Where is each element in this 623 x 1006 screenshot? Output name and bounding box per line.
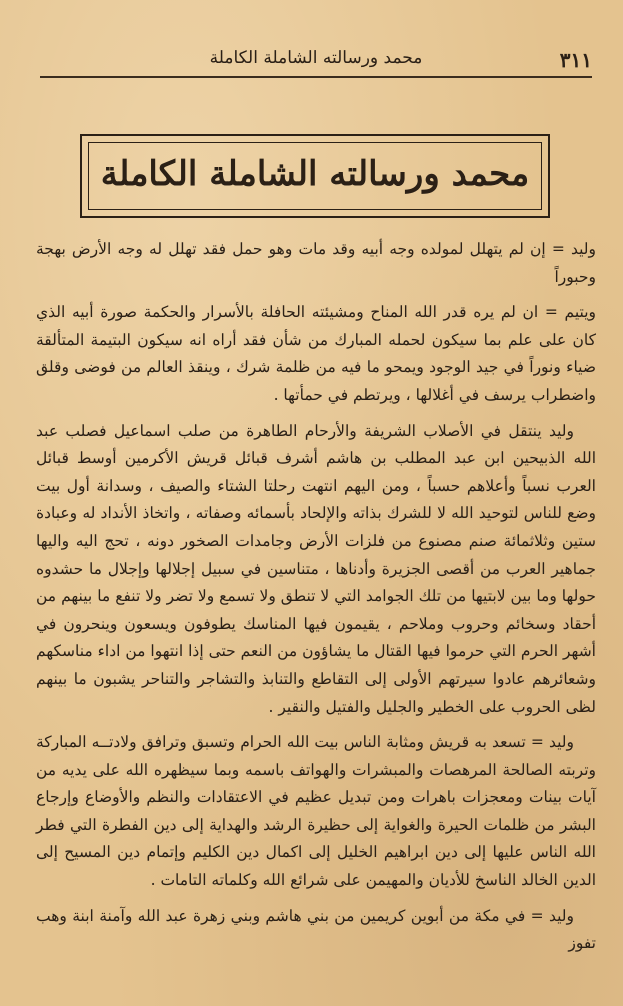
paragraph-5: وليد = في مكة من أبوين كريمين من بني هاشم وبني زهرة عبد الله وآمنة ابنة وهب تفوز (36, 906, 596, 953)
chapter-title-frame (80, 134, 550, 218)
running-title: محمد ورسالته الشاملة الكاملة (209, 48, 423, 68)
paragraph-4: وليد = تسعد به قريش ومثابة الناس بيت الله الحرام وتسبق وترافق ولادتــه المباركة وتربته الصالحة المرهصات والمبشرات والهواتف باسمه وبما سيظهره الله على يديه من آيات بينات ومعجزات باهرات ومن تبديل عظيم في الاعتقادات والنظم والأوضاع وإرجاع البشر من ظلمات الحيرة والغواية إلى حظيرة الرشد والهداية إلى دين الفطرة التي فطر الله الناس عليها إلى دين ابراهيم الخليل إلى اكمال دين الكليم وإتمام دين المسيح إلى الدين الخالد الناسخ للأديان والمهيمن على شرائع الله وكلماته التامات . (36, 733, 596, 890)
body-text (36, 236, 596, 966)
paragraph-2: ويتيم = ان لم يره قدر الله المناح ومشيئته الحافلة بالأسرار والحكمة صورة أبيه الذي كان على علم بما سيكون لحمله المبارك من شأن فقد أراه انه سيكون البتيمة المتألقة ضياء ونوراً في جيد الوجود ويمحو ما فيه من ظلمة شرك ، وينقذ العالم من فوضى وقلق واضطراب يرسف في أغلالها ، ويرتطم في حمأتها . (36, 303, 596, 404)
paragraph-1: وليد = إن لم يتهلل لمولده وجه أبيه وقد مات وهو حمل فقد تهلل له وجه الأرض بهجة وحبوراً (36, 240, 596, 286)
page-header (40, 40, 592, 80)
chapter-title: محمد ورسالته الشاملة الكاملة (100, 154, 530, 194)
paragraph-3: وليد ينتقل في الأصلاب الشريفة والأرحام الطاهرة من صلب اسماعيل فصلب عبد الله الذبيحين ابن عبد المطلب بن هاشم أشرف قبائل قريش الأكرمين أوسط قبائل العرب نسباً وأعلاهم حسباً ، ومن اليهم انتهت رحلتا الشتاء والصيف ، وسدانة أول بيت وضع للناس لتوحيد الله لا للشرك بذاته والإلحاد بأسمائه وصفاته ، واتخاذ الأنداد له وعبادة ستين وثلاثمائة صنم مصنوع من فلزات الأرض وجامدات الصخور دونه ، تحج اليه واليها جماهير العرب من أقصى الجزيرة وأدناها ، متناسين في سبيل إجلالها وإجلال ما حشدوه حولها وما بين لابتيها من تلك الجوامد التي لا تنطق ولا تسمع ولا تضر ولا تنفع ما بينهم من أحقاد وسخائم وحروب وملاحم ، يقيمون فيها المناسك يطوفون ويسعون وينحرون في أشهر الحرم التي حرموا فيها القتال ما يشاؤون من النعم حتى إذا انتهوا من اداء مناسكهم وشعائرهم عادوا سيرتهم الأولى إلى التقاطع والتنابذ والتشاجر والتناحر يشبون ما بينهم لظى الحروب على الخطير والجليل والفتيل والنقير . (36, 421, 596, 716)
page-number: ٣١١ (559, 48, 592, 72)
header-rule (40, 76, 592, 78)
